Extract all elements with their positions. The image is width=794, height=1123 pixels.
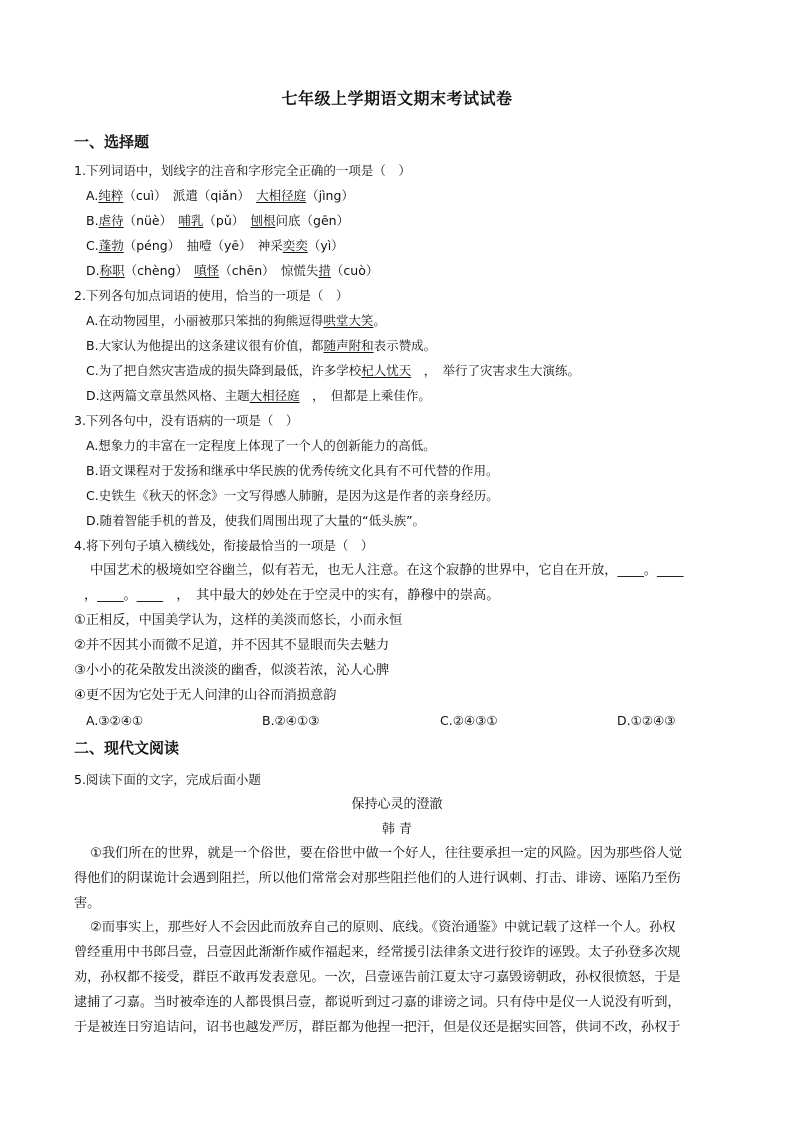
q1-option-c (86, 238, 344, 254)
q3-option-d: D.随着智能手机的普及，使我们周围出现了大量的“低头族”。 (86, 513, 426, 528)
q4-stem: 4.将下列句子填入横线处，衔接最恰当的一项是（ ） (74, 538, 374, 553)
q4-sentence-1: ①正相反，中国美学认为，这样的美淡而悠长，小而永恒 (74, 613, 403, 628)
q3-option-b: B.语文课程对于发扬和继承中华民族的优秀传统文化具有不可代替的作用。 (86, 463, 499, 478)
q4-sentence-2: ②并不因其小而微不足道，并不因其不显眼而失去魅力 (74, 638, 390, 653)
q3-stem: 3.下列各句中，没有语病的一项是（ ） (74, 413, 299, 428)
q1-d-mid2: （chēn） 惊慌失 (219, 263, 319, 278)
article-paragraph-1-line-1: ①我们所在的世界，就是一个俗世，要在俗世中做一个好人，往往要承担一定的风险。因为那些俗人觉 (90, 846, 683, 861)
q4-option-b: B.②④①③ (262, 713, 320, 728)
q2-option-c (86, 363, 580, 379)
q2-c-post: ， 举行了灾害求生大演练。 (411, 363, 580, 378)
q1-c-underlined-2: 奕奕 (282, 238, 308, 253)
article-paragraph-1-line-2: 得他们的阴谋诡计会遇到阻拦，所以他们常常会对那些阻拦他们的人进行讽刺、打击、诽谤、诬陷乃至伤 (74, 871, 681, 886)
q2-stem: 2.下列各句加点词语的使用，恰当的一项是（ ） (74, 288, 349, 303)
q4-option-d: D.①②④③ (617, 713, 676, 728)
q4-sentence-3: ③小小的花朵散发出淡淡的幽香，似淡若浓，沁人心脾 (74, 663, 390, 678)
page-title: 七年级上学期语文期末考试试卷 (281, 89, 513, 108)
section-heading-reading: 二、现代文阅读 (74, 739, 180, 757)
q2-c-pre: C.为了把自然灾害造成的损失降到最低，许多学校 (86, 363, 362, 378)
q1-stem: 1.下列词语中，划线字的注音和字形完全正确的一项是（ ） (74, 163, 411, 178)
q1-d-post: （cuò） (330, 263, 379, 278)
q1-b-post: 问底（gēn） (275, 213, 350, 228)
q2-c-underlined: 杞人忧天 (361, 363, 412, 378)
q5-stem: 5.阅读下面的文字，完成后面小题 (74, 772, 261, 787)
q4-sentence-4: ④更不因为它处于无人问津的山谷而消损意韵 (74, 688, 337, 703)
q2-a-post: 。 (373, 313, 386, 328)
article-paragraph-2-line-3: 劝，孙权都不接受，群臣不敢再发表意见。一次，吕壹诬告前江夏太守刁嘉毁谤朝政，孙权很愤怒，于是 (74, 970, 681, 985)
q1-a-label: A. (86, 188, 99, 203)
q4-passage-line-1: 中国艺术的极境如空谷幽兰，似有若无，也无人注意。在这个寂静的世界中，它自在开放，____。____ (90, 563, 684, 578)
q1-option-b (86, 213, 349, 229)
q1-option-a (86, 188, 354, 204)
q1-d-underlined-1: 称职 (99, 263, 125, 278)
q1-a-post: （jìng） (306, 188, 354, 203)
q4-passage-line-2: ，____。____ ， 其中最大的妙处在于空灵中的实有，静穆中的崇高。 (84, 588, 500, 603)
q1-d-label: D. (86, 263, 100, 278)
q1-b-underlined-1: 虐待 (98, 213, 124, 228)
q2-a-underlined: 哄堂大笑 (323, 313, 374, 328)
q4-option-c: C.②④③① (440, 713, 498, 728)
q1-d-underlined-3: 措 (318, 263, 331, 278)
q2-d-pre: D.这两篇文章虽然风格、主题 (86, 388, 250, 403)
q2-option-d (86, 388, 431, 404)
q2-option-b (86, 338, 436, 354)
article-paragraph-1-line-3: 害。 (74, 896, 101, 911)
q1-b-underlined-2: 哺乳 (178, 213, 204, 228)
q2-a-pre: A.在动物园里，小丽被那只笨拙的狗熊逗得 (86, 313, 324, 328)
q1-c-post: （yì） (307, 238, 344, 253)
q2-d-underlined: 大相径庭 (249, 388, 300, 403)
q1-b-mid: （nüè） (123, 213, 179, 228)
q1-a-underlined-1: 纯粹 (98, 188, 124, 203)
q1-d-mid: （chèng） (124, 263, 195, 278)
article-title: 保持心灵的澄澈 (351, 797, 443, 812)
section-heading-choice: 一、选择题 (74, 133, 150, 151)
q2-b-underlined: 随声附和 (323, 338, 374, 353)
q2-d-post: ， 但都是上乘佳作。 (299, 388, 431, 403)
article-author: 韩 青 (381, 822, 413, 837)
q3-option-a: A.想象力的丰富在一定程度上体现了一个人的创新能力的高低。 (86, 438, 436, 453)
q4-option-a: A.③②④① (86, 713, 144, 728)
q2-option-a (86, 313, 386, 329)
q3-option-c: C.史铁生《秋天的怀念》一文写得感人肺腑，是因为这是作者的亲身经历。 (86, 488, 499, 503)
q1-c-label: C. (86, 238, 99, 253)
article-paragraph-2-line-4: 逮捕了刁嘉。当时被牵连的人都畏惧吕壹，都说听到过刁嘉的诽谤之词。只有侍中是仪一人说没有听到， (74, 995, 681, 1010)
q1-b-underlined-3: 刨根 (250, 213, 276, 228)
q2-b-pre: B.大家认为他提出的这条建议很有价值，都 (86, 338, 324, 353)
q1-a-mid: （cuì） 派遣（qiǎn） (123, 188, 257, 203)
article-paragraph-2-line-1: ②而事实上，那些好人不会因此而放弃自己的原则、底线。《资治通鉴》中就记载了这样一个人。孙权 (90, 920, 676, 935)
q2-b-post: 表示赞成。 (373, 338, 437, 353)
q1-d-underlined-2: 嗔怪 (194, 263, 220, 278)
q1-option-d (86, 263, 378, 279)
q1-b-mid2: （pǔ） (203, 213, 251, 228)
q1-b-label: B. (86, 213, 99, 228)
article-paragraph-2-line-5: 于是被连日穷追诘问，诏书也越发严厉，群臣都为他捏一把汗，但是仪还是据实回答，供词不改，孙权于 (74, 1020, 681, 1035)
q1-a-underlined-2: 大相径庭 (256, 188, 307, 203)
article-paragraph-2-line-2: 曾经重用中书郎吕壹，吕壹因此渐渐作威作福起来，经常援引法律条文进行狡诈的诬毁。太子孙登多次规 (74, 945, 681, 960)
q1-c-underlined-1: 蓬勃 (98, 238, 124, 253)
q1-c-mid: （péng） 抽噎（yē） 神采 (123, 238, 283, 253)
